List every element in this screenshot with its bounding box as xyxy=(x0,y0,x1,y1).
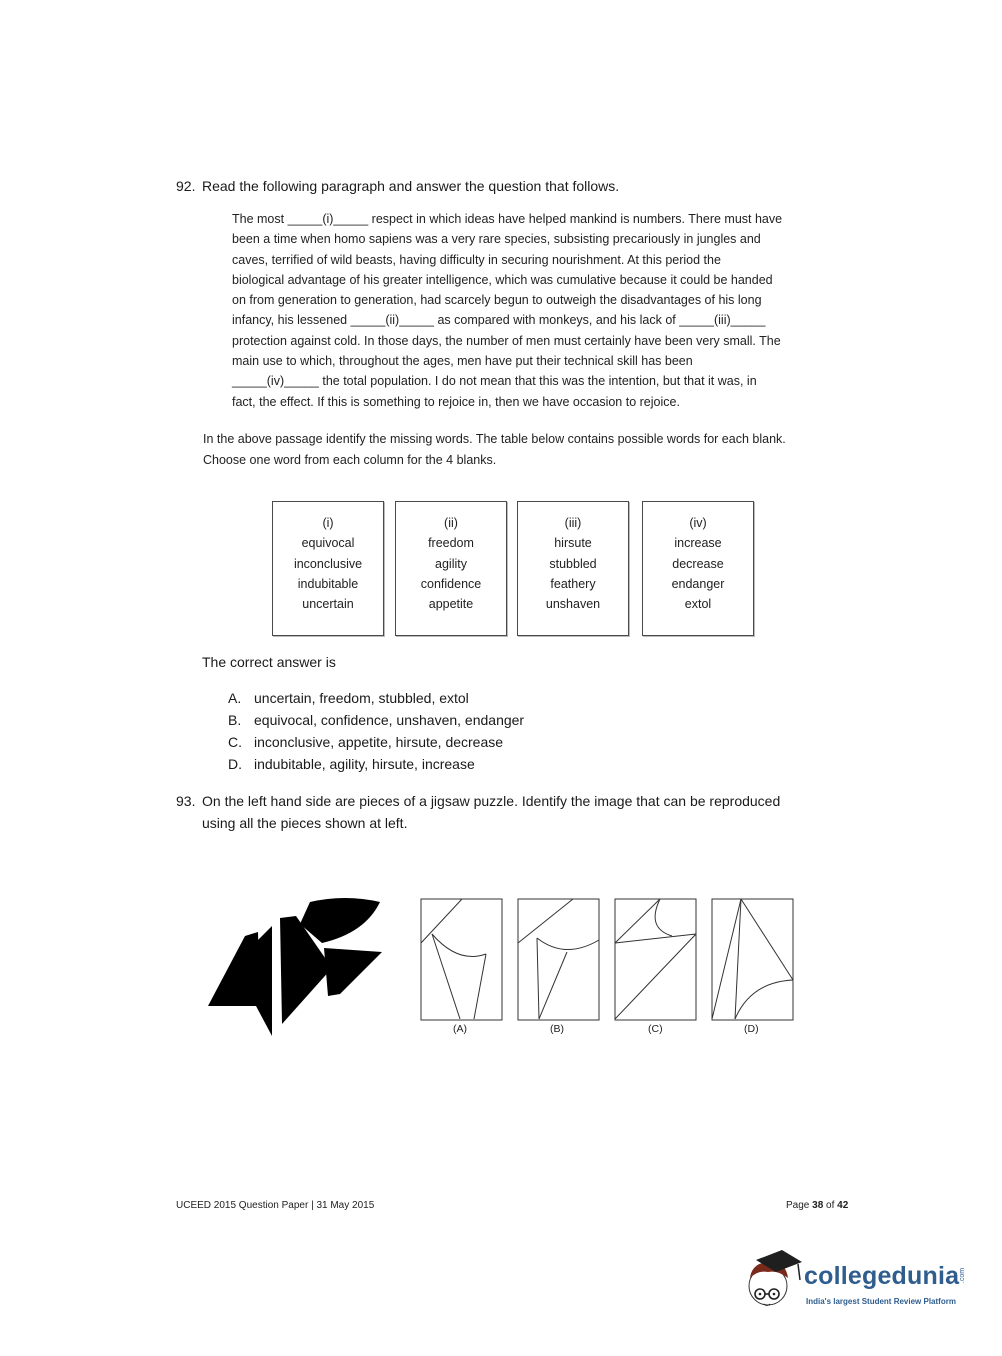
column-word: stubbled xyxy=(549,556,597,571)
column-header: (i) xyxy=(322,516,334,530)
jigsaw-piece xyxy=(208,932,260,1006)
passage-line: biological advantage of his greater intelligence, which was cumulative because it could be handed xyxy=(232,272,773,287)
brand-tagline: India's largest Student Review Platform xyxy=(806,1297,956,1306)
word-column-iii xyxy=(517,501,629,636)
jigsaw-piece xyxy=(256,926,272,1036)
column-word: hirsute xyxy=(554,536,592,551)
column-word: extol xyxy=(684,597,712,612)
option-text: indubitable, agility, hirsute, increase xyxy=(254,756,475,772)
option-b[interactable] xyxy=(228,709,524,731)
column-word: agility xyxy=(435,556,467,571)
figure-option-a[interactable] xyxy=(420,898,504,1022)
passage-line: been a time when homo sapiens was a very rare species, subsisting precariously in jungles and xyxy=(232,232,761,247)
column-header: (ii) xyxy=(444,516,458,530)
column-word: feathery xyxy=(550,576,596,591)
q92-passage xyxy=(232,209,832,412)
brand-name: collegedunia xyxy=(804,1262,960,1290)
q93-prompt-line: using all the pieces shown at left. xyxy=(202,815,408,831)
word-column-i xyxy=(272,501,384,636)
jigsaw-piece xyxy=(300,898,380,943)
word-column-iv xyxy=(642,501,754,636)
page-prefix: Page xyxy=(786,1200,813,1211)
instruction-line: Choose one word from each column for the 4 blanks. xyxy=(203,452,497,467)
passage-line: caves, terrified of wild beasts, having difficulty in securing nourishment. At this period the xyxy=(232,252,721,267)
option-text: equivocal, confidence, unshaven, endanger xyxy=(254,712,525,728)
figure-label-d: (D) xyxy=(744,1023,759,1035)
column-word: confidence xyxy=(420,576,482,591)
column-header: (iii) xyxy=(564,516,582,530)
passage-line: fact, the effect. If this is something to rejoice in, then we have occasion to rejoice. xyxy=(232,394,680,409)
word-column-ii xyxy=(395,501,507,636)
page-of: of xyxy=(823,1200,838,1211)
option-letter: D. xyxy=(228,756,242,772)
option-letter: B. xyxy=(228,712,242,728)
figure-label-c: (C) xyxy=(648,1023,663,1035)
option-c[interactable] xyxy=(228,731,503,753)
instruction-line: In the above passage identify the missing words. The table below contains possible words for each blank. xyxy=(203,432,786,446)
option-letter: C. xyxy=(228,734,242,750)
passage-line: The most _____(i)_____ respect in which ideas have helped mankind is numbers. There must have xyxy=(232,212,783,226)
passage-line: infancy, his lessened _____(ii)_____ as compared with monkeys, and his lack of _____(iii)_____ xyxy=(232,313,766,328)
column-word: uncertain xyxy=(302,597,354,612)
q93-prompt xyxy=(202,790,780,834)
option-text: inconclusive, appetite, hirsute, decrease xyxy=(254,734,504,750)
option-d[interactable] xyxy=(228,753,475,775)
passage-line: protection against cold. In those days, the number of men must certainly have been very small. The xyxy=(232,333,781,348)
figure-label-a: (A) xyxy=(453,1023,467,1035)
column-word: equivocal xyxy=(301,536,355,551)
jigsaw-piece xyxy=(324,948,382,996)
q92-number: 92. xyxy=(176,178,196,194)
q93-prompt-line: On the left hand side are pieces of a jigsaw puzzle. Identify the image that can be reproduced xyxy=(202,793,781,809)
figure-label-b: (B) xyxy=(550,1023,564,1035)
q93-number: 93. xyxy=(176,793,196,809)
option-text: uncertain, freedom, stubbled, extol xyxy=(254,690,469,706)
answer-prompt: The correct answer is xyxy=(202,654,336,670)
mascot-logo-icon xyxy=(742,1250,804,1312)
jigsaw-pieces xyxy=(200,888,390,1038)
passage-line: main use to which, throughout the ages, men have put their technical skill has been xyxy=(232,354,693,369)
column-word: increase xyxy=(674,536,722,551)
option-a[interactable] xyxy=(228,687,469,709)
column-word: freedom xyxy=(428,536,474,551)
column-word: decrease xyxy=(672,556,724,571)
column-word: unshaven xyxy=(545,597,601,612)
brand-suffix: .com xyxy=(959,1267,967,1284)
column-word: inconclusive xyxy=(293,556,363,571)
passage-line: on from generation to generation, had scarcely begun to outweigh the disadvantages of his long xyxy=(232,293,762,308)
figure-option-c[interactable] xyxy=(614,898,698,1022)
figure-option-b[interactable] xyxy=(517,898,601,1022)
passage-line: _____(iv)_____ the total population. I do not mean that this was the intention, but that it was, in xyxy=(232,374,757,389)
page-number xyxy=(786,1200,848,1211)
column-word: appetite xyxy=(428,597,474,612)
page-current: 38 xyxy=(812,1200,824,1211)
figure-option-d[interactable] xyxy=(711,898,795,1022)
column-word: endanger xyxy=(671,576,725,591)
page-total: 42 xyxy=(837,1200,849,1211)
footer-left: UCEED 2015 Question Paper | 31 May 2015 xyxy=(176,1200,375,1211)
column-header: (iv) xyxy=(689,516,707,530)
option-letter: A. xyxy=(228,690,242,706)
q92-prompt: Read the following paragraph and answer the question that follows. xyxy=(202,178,620,194)
column-word: indubitable xyxy=(297,576,359,591)
q92-instruction xyxy=(203,429,786,470)
